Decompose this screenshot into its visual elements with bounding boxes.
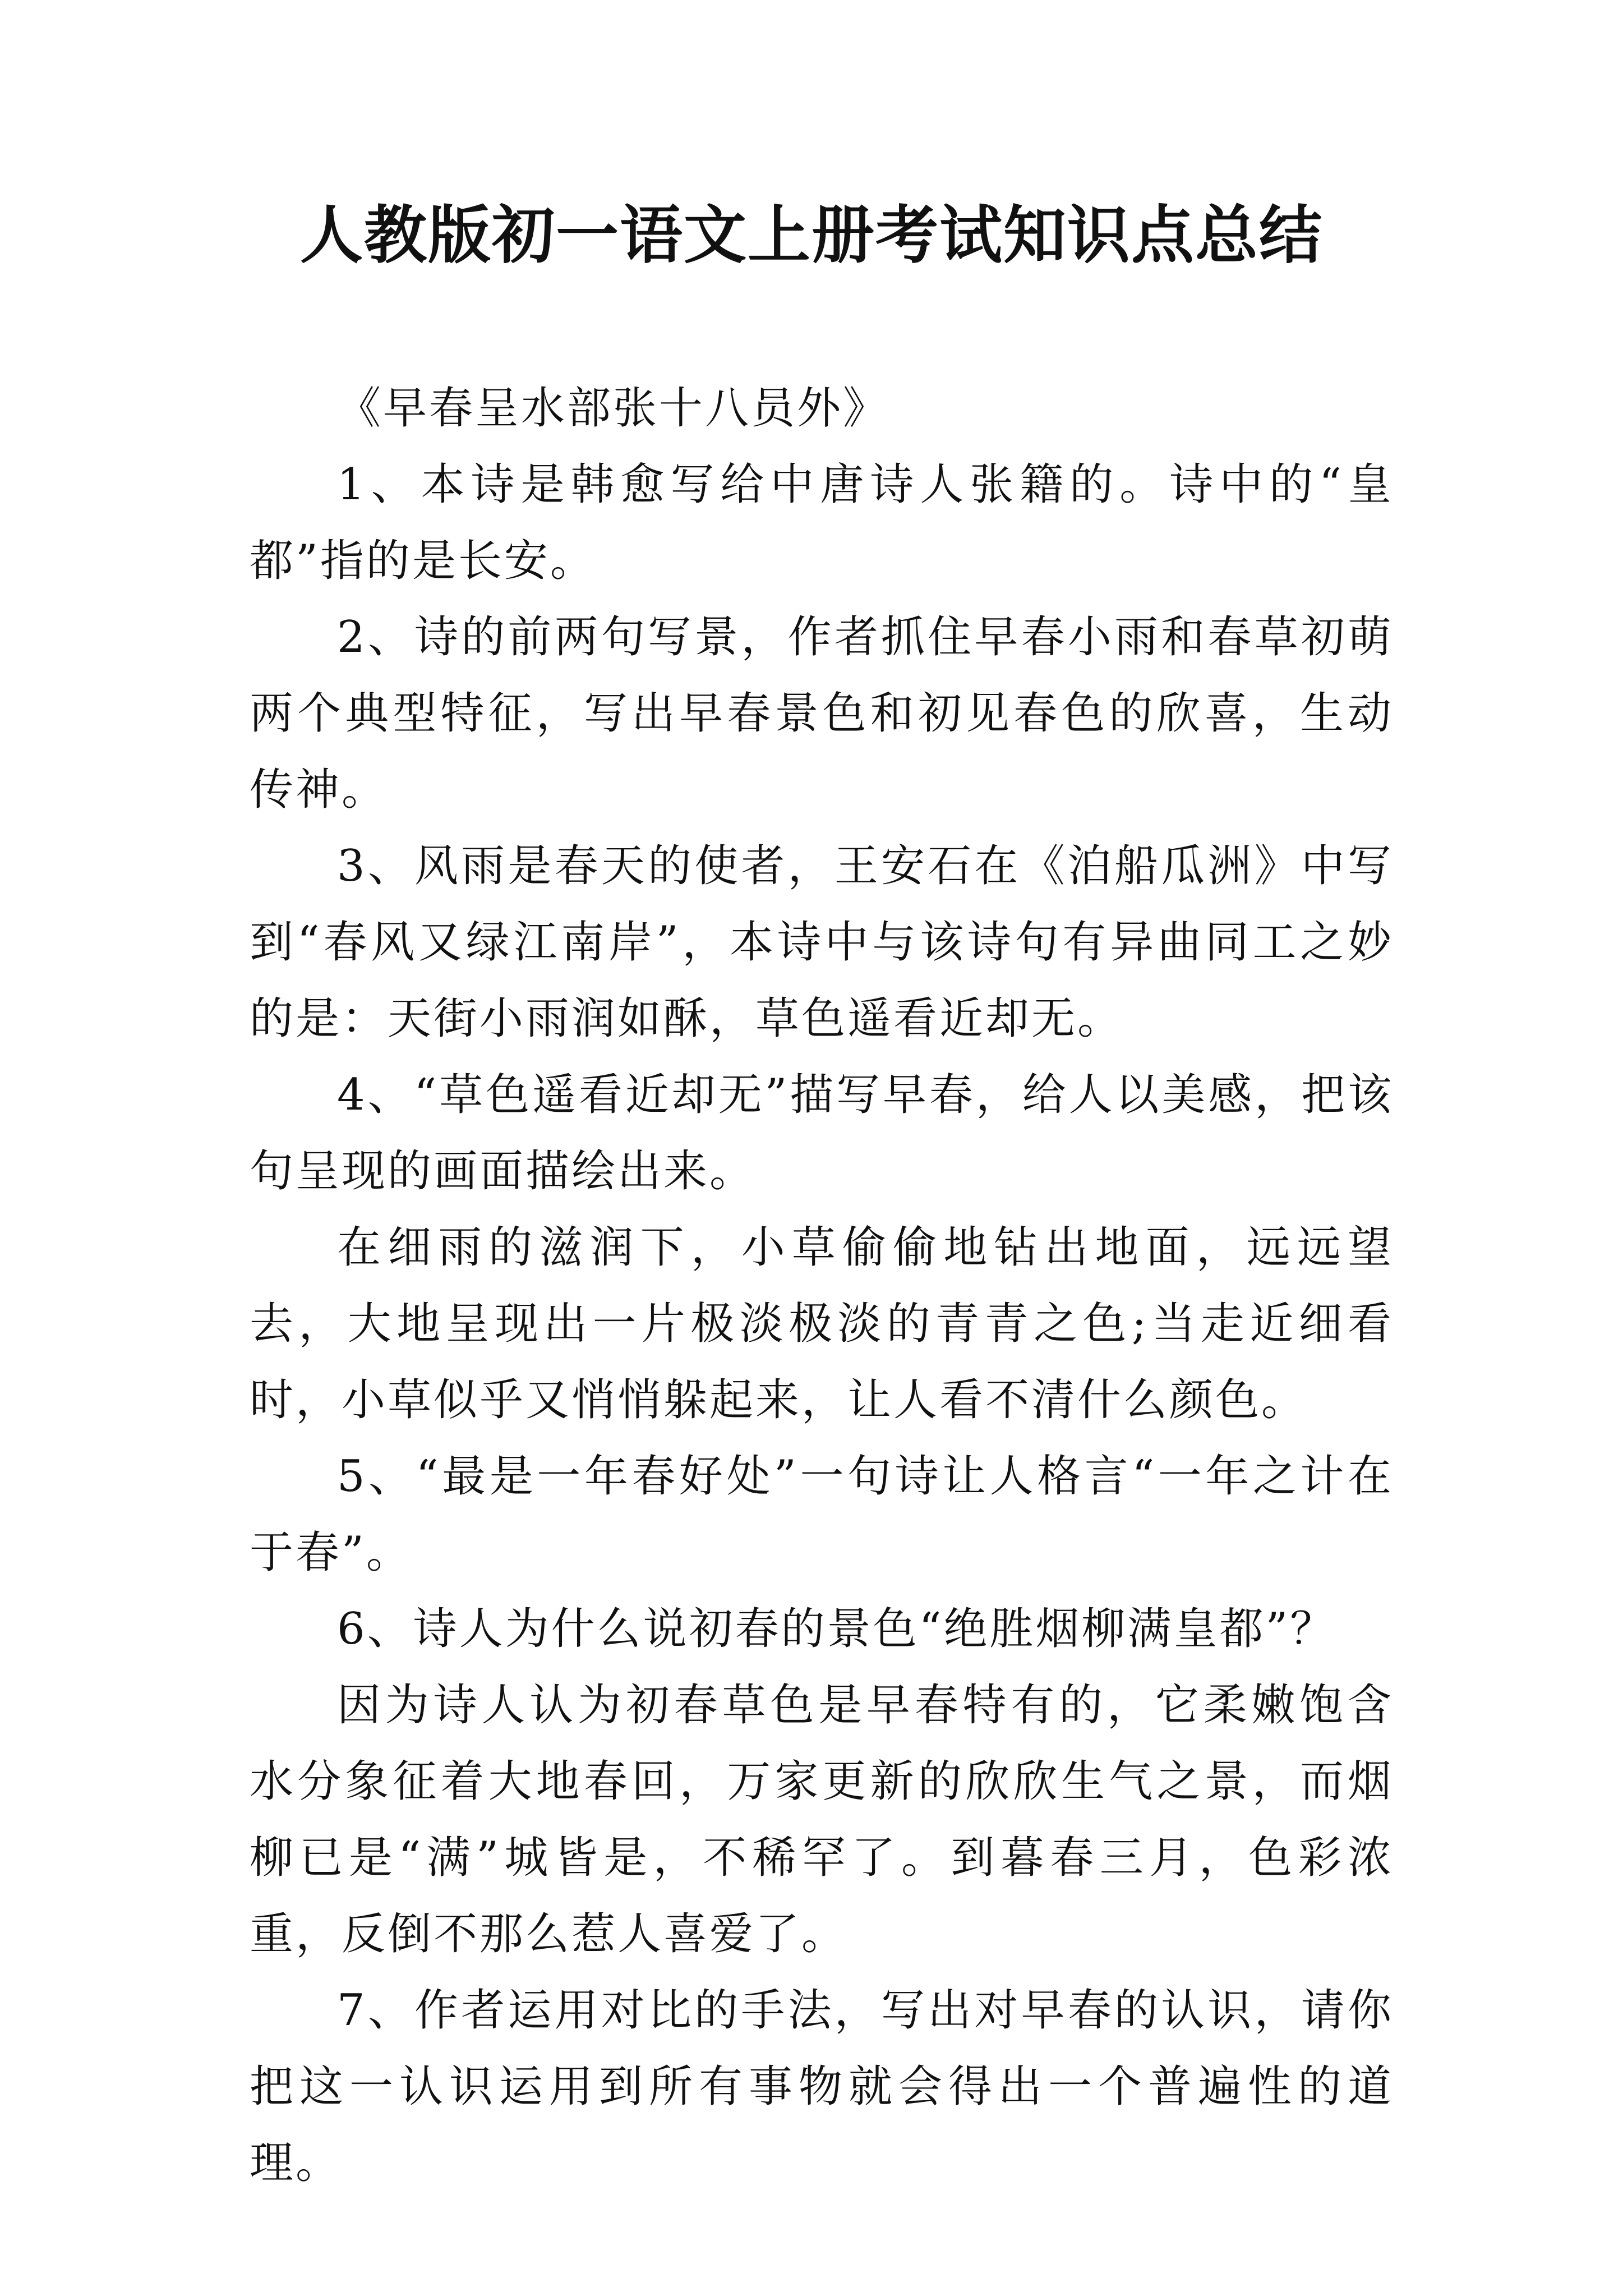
point-2-paragraph: 2、诗的前两句写景，作者抓住早春小雨和春草初萌两个典型特征，写出早春景色和初见春色的欣喜，生动传神。: [250, 612, 1394, 815]
point-6-answer-paragraph: 因为诗人认为初春草色是早春特有的，它柔嫩饱含水分象征着大地春回，万家更新的欣欣生气之景，而烟柳已是“满”城皆是，不稀罕了。到暮春三月，色彩浓重，反倒不那么惹人喜爱了。: [250, 1680, 1394, 1959]
point-4-paragraph: 4、“草色遥看近却无”描写早春，给人以美感，把该句呈现的画面描绘出来。: [250, 1070, 1394, 1197]
point-7-paragraph: 7、作者运用对比的手法，写出对早春的认识，请你把这一认识运用到所有事物就会得出一个普遍性的道理。: [250, 1985, 1394, 2188]
document-title: 人教版初一语文上册考试知识点总结: [300, 199, 1323, 272]
document-body: [250, 370, 1394, 2201]
point-1-paragraph: 1、本诗是韩愈写给中唐诗人张籍的。诗中的“皇都”指的是长安。: [250, 459, 1394, 586]
point-6-paragraph: 6、诗人为什么说初春的景色“绝胜烟柳满皇都”？: [337, 1604, 1336, 1654]
poem-title-paragraph: 《早春呈水部张十八员外》: [337, 383, 889, 434]
point-5-paragraph: 5、“最是一年春好处”一句诗让人格言“一年之计在于春”。: [250, 1451, 1394, 1578]
point-4-answer-paragraph: 在细雨的滋润下，小草偷偷地钻出地面，远远望去，大地呈现出一片极淡极淡的青青之色;当走近细看时，小草似乎又悄悄躲起来，让人看不清什么颜色。: [250, 1222, 1394, 1425]
point-3-paragraph: 3、风雨是春天的使者，王安石在《泊船瓜洲》中写到“春风又绿江南岸”，本诗中与该诗句有异曲同工之妙的是：天街小雨润如酥，草色遥看近却无。: [250, 841, 1394, 1044]
